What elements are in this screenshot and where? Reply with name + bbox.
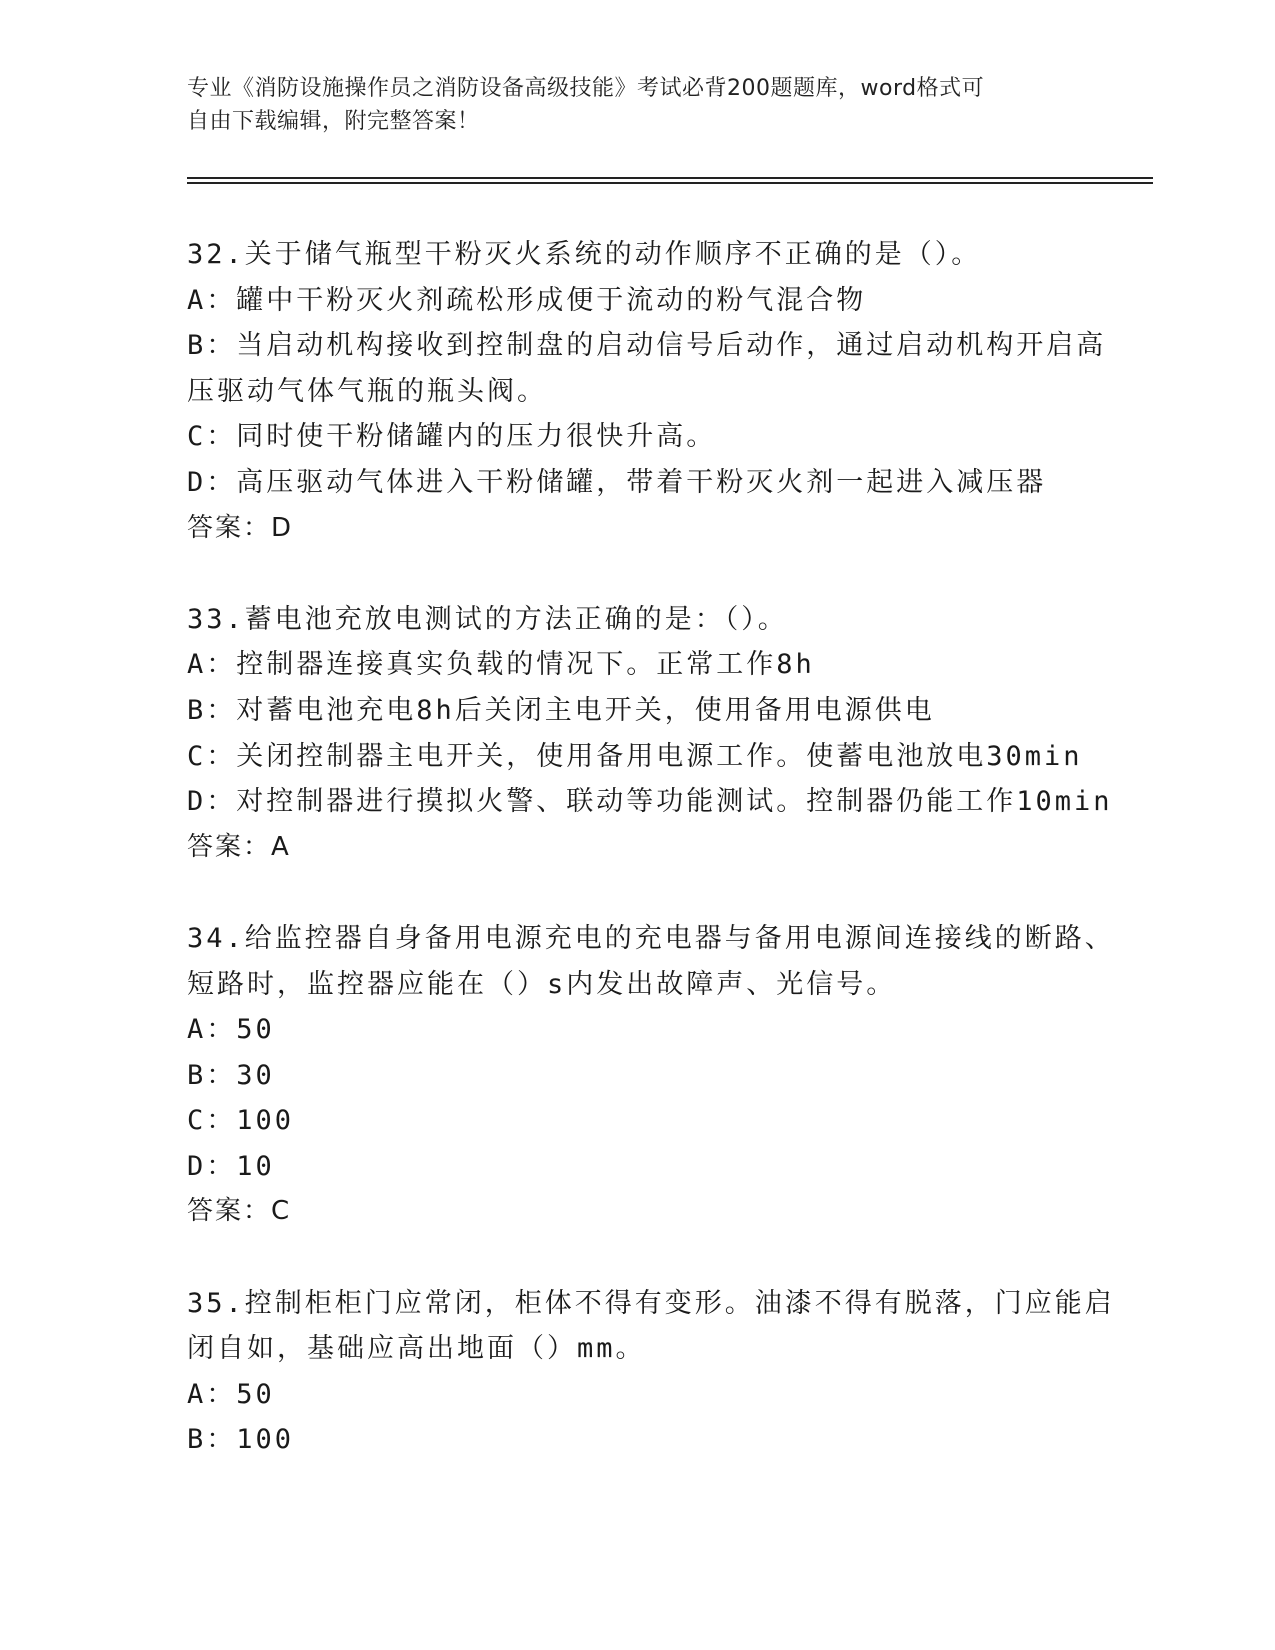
- header-rule-top: [187, 177, 1153, 179]
- answer-text: 答案：A: [187, 831, 291, 862]
- question-block: [187, 916, 1115, 1281]
- option-text: C：100: [187, 1105, 295, 1137]
- header-line-1: 专业《消防设施操作员之消防设备高级技能》考试必背200题题库，word格式可: [187, 76, 985, 101]
- question-spacer: [187, 1235, 1087, 1281]
- option-text: D：10: [187, 1150, 275, 1182]
- question-spacer: [187, 551, 1087, 597]
- question-text: 闭自如，基础应高出地面（）mm。: [187, 1333, 646, 1365]
- question-block: [187, 597, 1113, 916]
- option-text: B：100: [187, 1424, 295, 1456]
- question-text: 33.蓄电池充放电测试的方法正确的是：（）。: [187, 603, 788, 635]
- question-list: [187, 232, 1115, 1463]
- option-text: B：当启动机构接收到控制盘的启动信号后动作，通过启动机构开启高: [187, 330, 1107, 362]
- question-text: 34.给监控器自身备用电源充电的充电器与备用电源间连接线的断路、: [187, 922, 1115, 954]
- answer-text: 答案：D: [187, 512, 294, 543]
- question-text: 短路时，监控器应能在（）s内发出故障声、光信号。: [187, 968, 897, 1000]
- option-text: C：同时使干粉储罐内的压力很快升高。: [187, 421, 717, 453]
- option-text: D：高压驱动气体进入干粉储罐，带着干粉灭火剂一起进入减压器: [187, 466, 1047, 498]
- answer-text: 答案：C: [187, 1196, 292, 1227]
- option-text: B：对蓄电池充电8h后关闭主电开关，使用备用电源供电: [187, 694, 935, 726]
- option-text: C：关闭控制器主电开关，使用备用电源工作。使蓄电池放电30min: [187, 740, 1083, 772]
- option-text: D：对控制器进行摸拟火警、联动等功能测试。控制器仍能工作10min: [187, 786, 1113, 818]
- option-text: A：罐中干粉灭火剂疏松形成便于流动的粉气混合物: [187, 284, 867, 316]
- question-spacer: [187, 870, 1087, 916]
- question-text: 35.控制柜柜门应常闭，柜体不得有变形。油漆不得有脱落，门应能启: [187, 1287, 1115, 1319]
- option-text: A：50: [187, 1378, 275, 1410]
- question-block: [187, 1281, 1115, 1463]
- option-text: B：30: [187, 1059, 275, 1091]
- option-text: A：控制器连接真实负载的情况下。正常工作8h: [187, 649, 815, 681]
- option-text: 压驱动气体气瓶的瓶头阀。: [187, 375, 547, 407]
- header-line-2: 自由下载编辑，附完整答案！: [187, 109, 480, 134]
- question-text: 32.关于储气瓶型干粉灭火系统的动作顺序不正确的是（）。: [187, 239, 982, 270]
- document-header: [187, 72, 1087, 138]
- option-text: A：50: [187, 1014, 275, 1046]
- header-rule-bottom: [187, 182, 1153, 184]
- question-block: [187, 232, 1107, 597]
